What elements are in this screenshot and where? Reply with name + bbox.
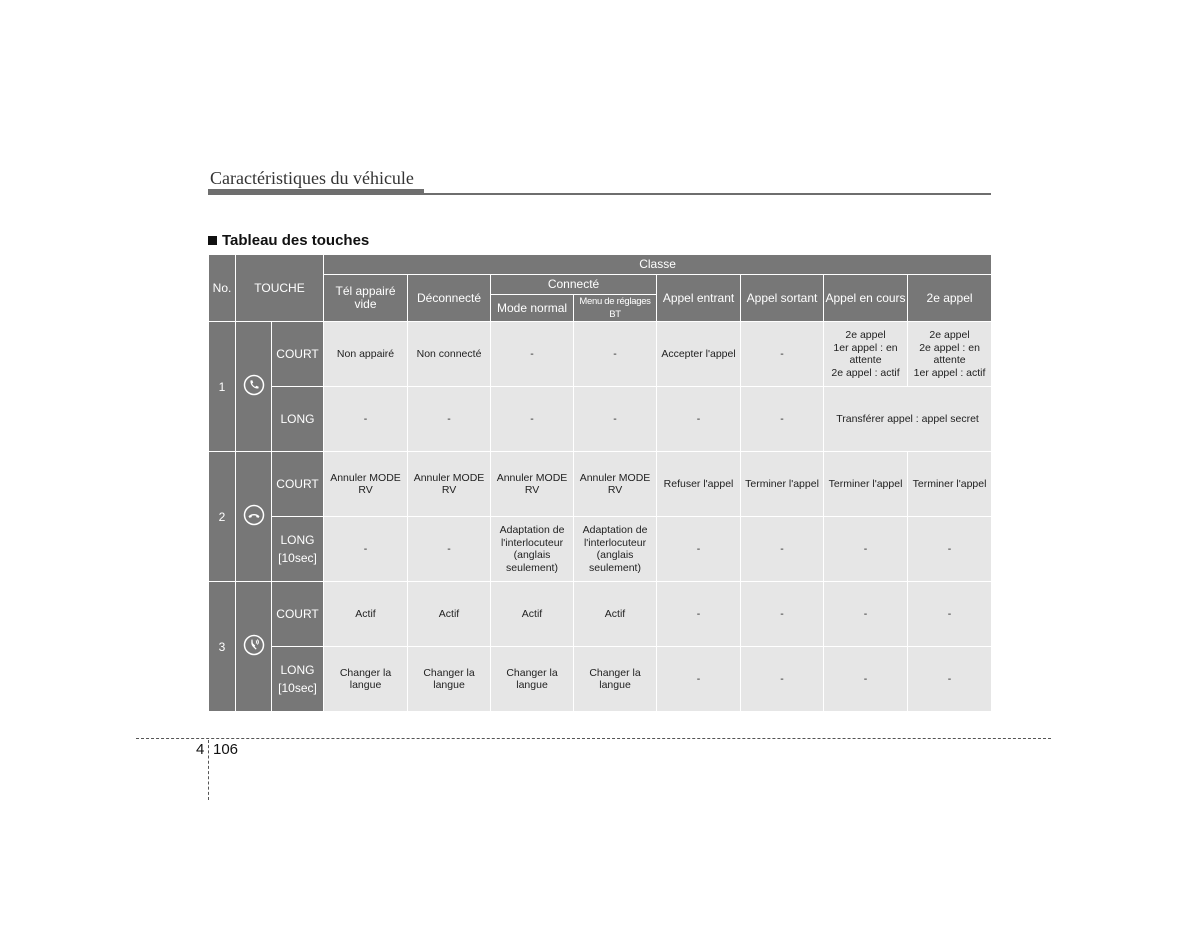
table-cell: Changer la langue xyxy=(324,647,408,712)
table-cell: - xyxy=(491,322,574,387)
table-cell: - xyxy=(908,582,992,647)
table-cell: Changer la langue xyxy=(408,647,491,712)
table-cell: Adaptation de l'interlocuteur (anglais seulement) xyxy=(574,517,657,582)
col-header-mode-normal: Mode normal xyxy=(491,295,574,322)
table-cell: - xyxy=(824,517,908,582)
press-type-label: LONG [10sec] xyxy=(272,517,324,582)
table-cell: - xyxy=(657,517,741,582)
table-cell: Annuler MODE RV xyxy=(574,452,657,517)
row-number: 3 xyxy=(209,582,236,712)
table-cell: Actif xyxy=(574,582,657,647)
table-cell: - xyxy=(908,647,992,712)
row-number: 2 xyxy=(209,452,236,582)
phone-call-icon xyxy=(243,374,265,396)
voice-command-icon xyxy=(243,634,265,656)
table-cell: Terminer l'appel xyxy=(741,452,824,517)
col-header-deconnecte: Déconnecté xyxy=(408,275,491,322)
col-touche-header: TOUCHE xyxy=(236,255,324,322)
table-cell: 2e appel 1er appel : en attente 2e appel : actif xyxy=(824,322,908,387)
table-cell: - xyxy=(324,517,408,582)
col-header-connecte: Connecté xyxy=(491,275,657,295)
table-cell: - xyxy=(657,647,741,712)
table-cell: - xyxy=(824,582,908,647)
press-type-label: COURT xyxy=(272,452,324,517)
table-cell: Actif xyxy=(324,582,408,647)
table-cell: - xyxy=(574,322,657,387)
table-cell-merged: Transférer appel : appel secret xyxy=(824,387,992,452)
footer-dashed-rule xyxy=(136,738,1051,739)
press-type-label: LONG [10sec] xyxy=(272,647,324,712)
key-icon-cell xyxy=(236,582,272,712)
bullet-square-icon xyxy=(208,236,217,245)
key-icon-cell xyxy=(236,322,272,452)
table-cell: - xyxy=(408,387,491,452)
table-cell: - xyxy=(324,387,408,452)
table-cell: Terminer l'appel xyxy=(908,452,992,517)
col-header-appel-en-cours: Appel en cours xyxy=(824,275,908,322)
section-title-text: Tableau des touches xyxy=(222,232,370,249)
table-cell: Adaptation de l'interlocuteur (anglais seulement) xyxy=(491,517,574,582)
key-icon-cell xyxy=(236,452,272,582)
page-number: 106 xyxy=(213,741,239,758)
press-type-label: COURT xyxy=(272,322,324,387)
press-type-label: COURT xyxy=(272,582,324,647)
footer-vertical-dash xyxy=(208,740,209,800)
col-header-tel-appaire-vide: Tél appairé vide xyxy=(324,275,408,322)
table-cell: - xyxy=(657,582,741,647)
table-cell: Annuler MODE RV xyxy=(324,452,408,517)
table-cell: - xyxy=(408,517,491,582)
phone-hangup-icon xyxy=(243,504,265,526)
button-table xyxy=(208,254,992,712)
table-cell: Accepter l'appel xyxy=(657,322,741,387)
table-cell: - xyxy=(657,387,741,452)
table-cell: Changer la langue xyxy=(574,647,657,712)
table-cell: - xyxy=(491,387,574,452)
table-cell: Actif xyxy=(408,582,491,647)
col-header-appel-entrant: Appel entrant xyxy=(657,275,741,322)
table-cell: - xyxy=(741,517,824,582)
table-cell: Annuler MODE RV xyxy=(408,452,491,517)
chapter-number: 4 xyxy=(196,741,205,758)
table-cell: - xyxy=(574,387,657,452)
table-cell: - xyxy=(741,322,824,387)
table-cell: Refuser l'appel xyxy=(657,452,741,517)
page-header-title: Caractéristiques du véhicule xyxy=(210,168,414,188)
table-cell: Annuler MODE RV xyxy=(491,452,574,517)
col-no-header: No. xyxy=(209,255,236,322)
table-cell: - xyxy=(908,517,992,582)
table-cell: Non connecté xyxy=(408,322,491,387)
col-classe-header: Classe xyxy=(324,255,992,275)
section-heading xyxy=(208,232,369,249)
col-header-appel-sortant: Appel sortant xyxy=(741,275,824,322)
table-cell: Changer la langue xyxy=(491,647,574,712)
row-number: 1 xyxy=(209,322,236,452)
table-cell: - xyxy=(741,582,824,647)
col-header-menu-reglages-bt: Menu de réglages BT xyxy=(574,295,657,322)
table-cell: Actif xyxy=(491,582,574,647)
col-header-2e-appel: 2e appel xyxy=(908,275,992,322)
table-cell: - xyxy=(741,647,824,712)
table-cell: - xyxy=(741,387,824,452)
table-cell: Non appairé xyxy=(324,322,408,387)
table-cell: Terminer l'appel xyxy=(824,452,908,517)
table-cell: 2e appel 2e appel : en attente 1er appel : actif xyxy=(908,322,992,387)
table-cell: - xyxy=(824,647,908,712)
press-type-label: LONG xyxy=(272,387,324,452)
header-rule xyxy=(208,193,991,195)
